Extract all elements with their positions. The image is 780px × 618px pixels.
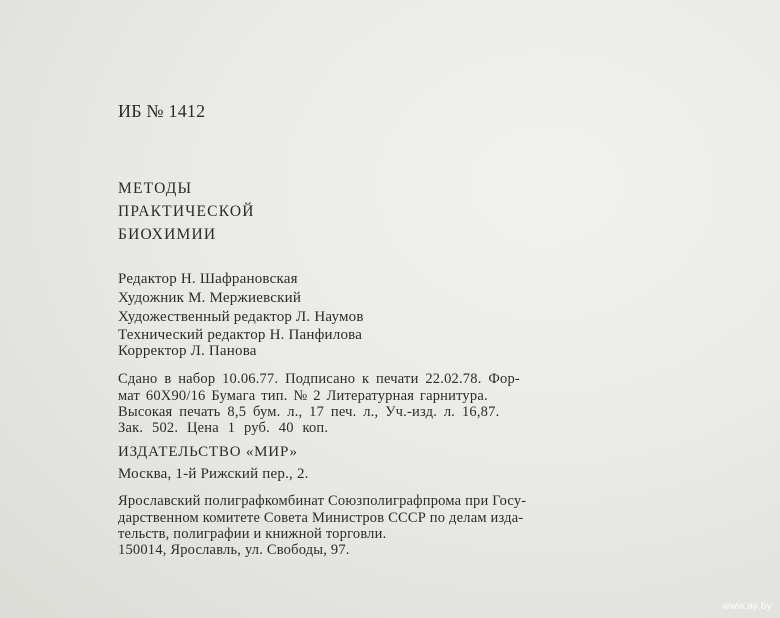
ib-number: ИБ № 1412 [118,101,206,121]
imprint-line-1: Сдано в набор 10.06.77. Подписано к печати 22.02.78. Фор- [118,371,520,387]
publisher-name: ИЗДАТЕЛЬСТВО «МИР» [118,444,298,460]
imprint-line-2: мат 60Х90/16 Бумага тип. № 2 Литературная гарнитура. [118,388,488,404]
printer-line-4: 150014, Ярославль, ул. Свободы, 97. [118,542,350,558]
printer-line-3: тельств, полиграфии и книжной торговли. [118,526,387,542]
credit-art-editor: Художественный редактор Л. Наумов [118,309,364,325]
imprint-line-3: Высокая печать 8,5 бум. л., 17 печ. л., Уч.-изд. л. 16,87. [118,404,500,420]
publisher-address: Москва, 1-й Рижский пер., 2. [118,466,309,482]
book-title-line-2: ПРАКТИЧЕСКОЙ [118,203,255,220]
credit-editor: Редактор Н. Шафрановская [118,271,298,287]
printer-line-2: дарственном комитете Совета Министров СССР по делам изда- [118,510,524,526]
credit-technical-editor: Технический редактор Н. Панфилова [118,327,363,343]
printer-line-1: Ярославский полиграфкомбинат Союзполиграфпрома при Госу- [118,493,527,509]
book-title-line-3: БИОХИМИИ [118,226,217,243]
site-watermark: www.ay.by [722,601,772,612]
imprint-line-4: Зак. 502. Цена 1 руб. 40 коп. [118,420,329,436]
credit-proofreader: Корректор Л. Панова [118,343,257,359]
credit-artist: Художник М. Мержиевский [118,290,302,306]
book-title-line-1: МЕТОДЫ [118,180,193,197]
